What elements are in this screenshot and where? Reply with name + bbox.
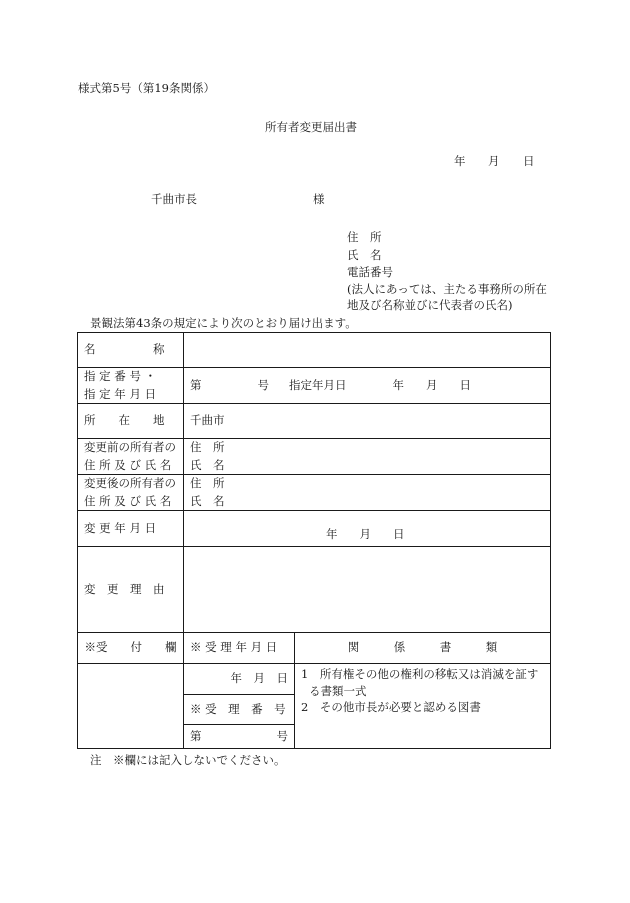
applicant-note-line1: (法人にあっては、主たる事務所の所在 [347, 282, 547, 296]
location-value[interactable]: 千曲市 [184, 404, 551, 439]
row-prev-owner [78, 439, 551, 475]
prev-owner-value[interactable]: 住 所 氏 名 [184, 439, 551, 475]
notification-form-table [77, 332, 551, 749]
date-day: 日 [523, 154, 535, 168]
applicant-note-line2: 地及び名称並びに代表者の氏名) [347, 298, 513, 312]
name-label: 名 称 [78, 333, 184, 368]
addressee-honorific: 様 [313, 192, 325, 206]
location-label: 所 在 地 [78, 404, 184, 439]
row-name [78, 333, 551, 368]
name-value[interactable] [184, 333, 551, 368]
reception-header: ※受 付 欄 [78, 633, 184, 664]
applicant-address-label: 住 所 [347, 230, 382, 244]
reception-cell [78, 664, 184, 749]
reason-label: 変 更 理 由 [78, 547, 184, 633]
doc-item-1: 1 所有権その他の権利の移転又は消滅を証す [301, 667, 539, 681]
designation-value[interactable]: 第 号 指定年月日 年 月 日 [184, 368, 551, 404]
row-change-date [78, 511, 551, 547]
intro-text: 景観法第43条の規定により次のとおり届け出ます。 [90, 316, 357, 330]
row-office-header [78, 633, 551, 664]
receipt-number-label: ※ 受 理 番 号 [184, 695, 295, 725]
change-date-label: 変 更 年 月 日 [78, 511, 184, 547]
receipt-date-cell: 年 月 日 [184, 664, 295, 695]
receipt-number-cell: 第 号 [184, 725, 295, 749]
prev-owner-label: 変更前の所有者の 住 所 及 び 氏 名 [78, 439, 184, 475]
row-location [78, 404, 551, 439]
new-owner-value[interactable]: 住 所 氏 名 [184, 475, 551, 511]
row-office-1 [78, 664, 551, 695]
reason-value[interactable] [184, 547, 551, 633]
new-owner-label: 変更後の所有者の 住 所 及 び 氏 名 [78, 475, 184, 511]
doc-item-1-cont: る書類一式 [309, 683, 367, 698]
date-year: 年 [454, 154, 466, 168]
applicant-phone-label: 電話番号 [347, 265, 393, 279]
row-designation [78, 368, 551, 404]
row-reason [78, 547, 551, 633]
change-date-value[interactable]: 年 月 日 [184, 511, 551, 547]
designation-label: 指 定 番 号 ・ 指 定 年 月 日 [78, 368, 184, 404]
date-month: 月 [488, 154, 500, 168]
form-number: 様式第5号（第19条関係） [78, 81, 215, 95]
addressee-name: 千曲市長 [151, 192, 197, 206]
applicant-name-label: 氏 名 [347, 248, 382, 262]
document-title: 所有者変更届出書 [265, 120, 357, 134]
row-new-owner [78, 475, 551, 511]
doc-item-2: 2 その他市長が必要と認める図書 [301, 700, 481, 715]
footnote: 注 ※欄には記入しないでください。 [90, 753, 286, 767]
related-docs-header: 関 係 書 類 [295, 633, 551, 664]
receipt-date-header: ※ 受 理 年 月 日 [184, 633, 295, 664]
related-docs-list [295, 664, 551, 749]
